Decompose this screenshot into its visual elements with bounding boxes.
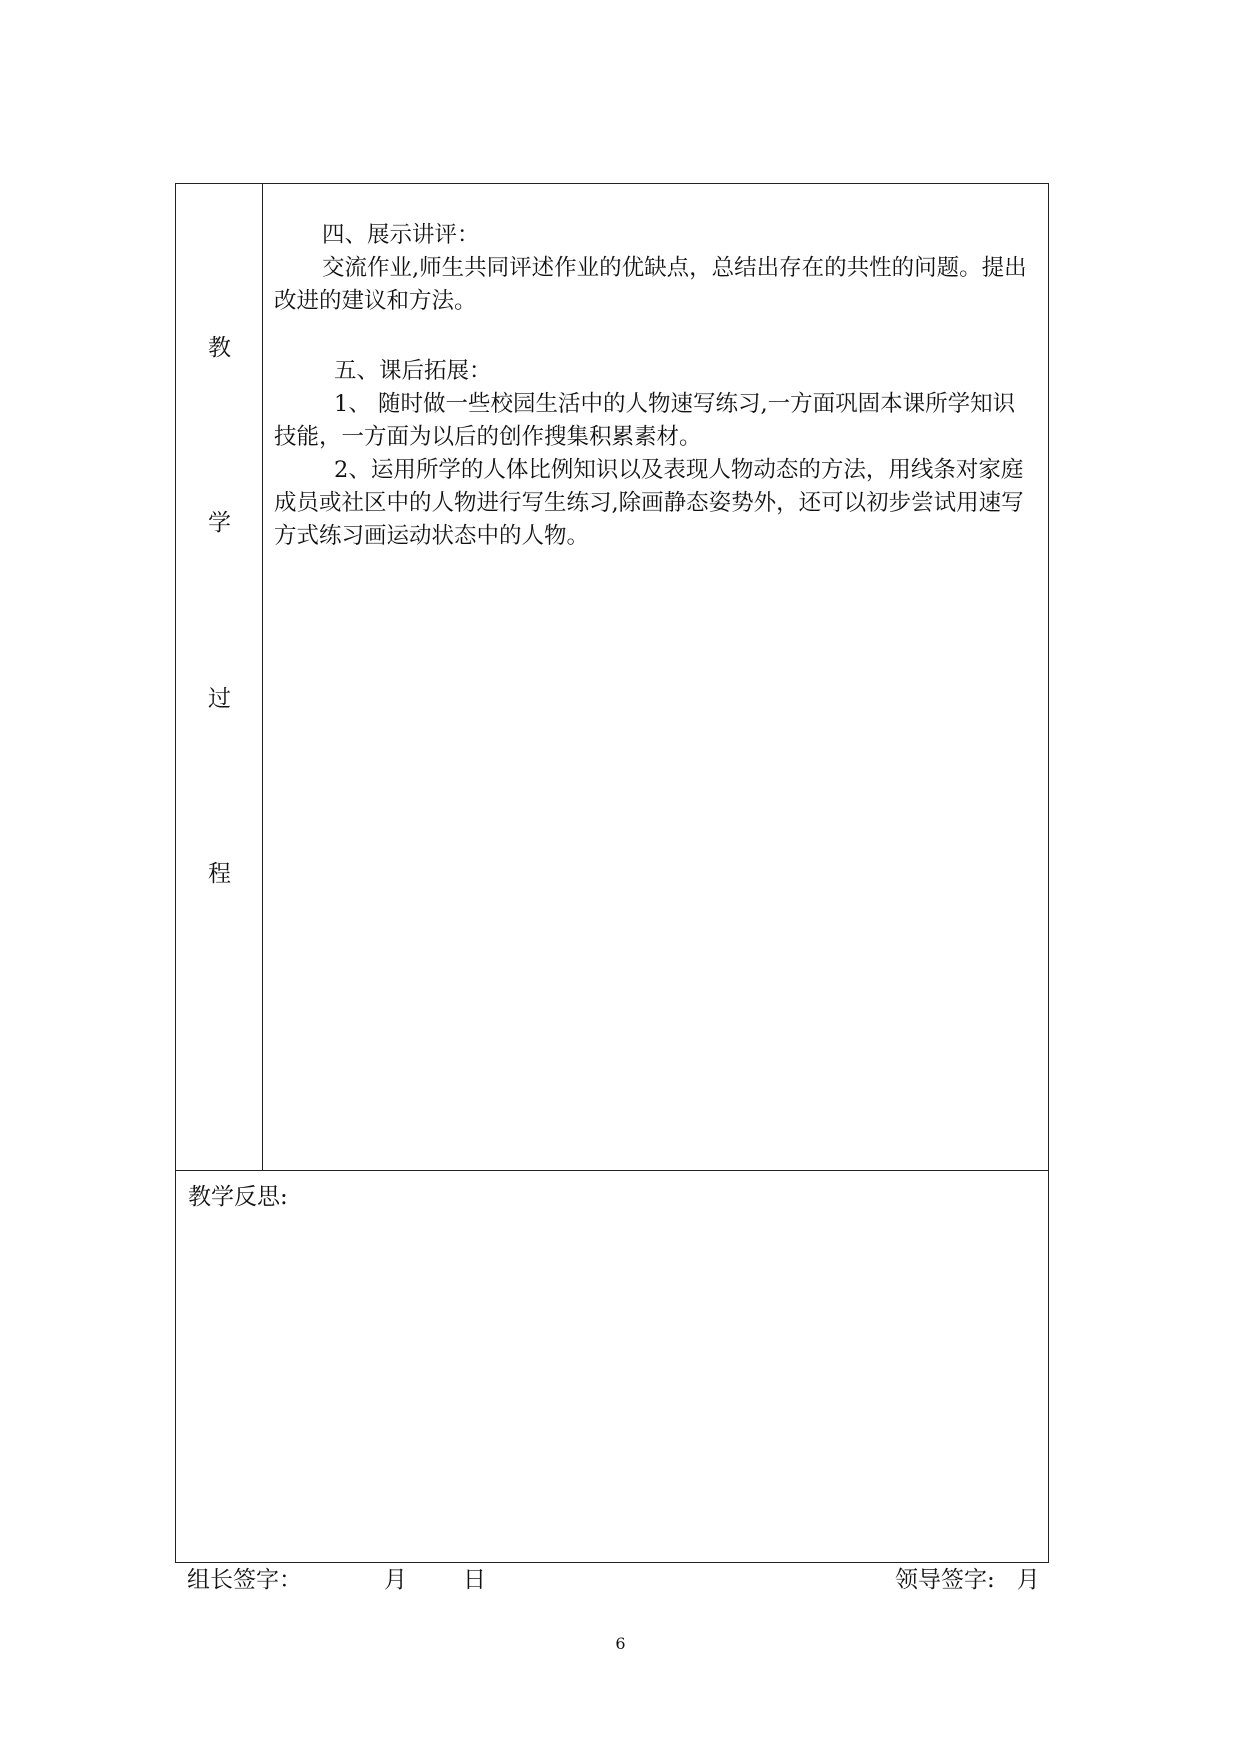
section-heading-extension: 五、课后拓展： (334, 358, 492, 384)
group-leader-sign-label: 组长签字： (187, 1567, 302, 1593)
side-label-char-3: 过 (208, 686, 231, 712)
footer-group-leader (187, 1565, 486, 1595)
teaching-process-label-column (176, 184, 263, 1170)
side-label-char-1: 教 (208, 335, 231, 361)
leader-month-label: 月 (1016, 1567, 1040, 1593)
section-heading-review: 四、展示讲评： (322, 222, 480, 248)
day-label: 日 (463, 1567, 486, 1593)
paragraph-extension-item-2: 2、运用所学的人体比例知识以及表现人物动态的方法，用线条对家庭成员或社区中的人物进行写生练习,除画静态姿势外，还可以初步尝试用速写方式练习画运动状态中的人物。 (274, 457, 1024, 549)
paragraph-review-body: 交流作业,师生共同评述作业的优缺点，总结出存在的共性的问题。提出改进的建议和方法。 (274, 255, 1027, 314)
page-number: 6 (615, 1634, 626, 1653)
teaching-process-content (274, 219, 1034, 553)
month-label: 月 (384, 1567, 407, 1593)
blank-line (274, 318, 1034, 351)
paragraph-extension-item-1: 1、 随时做一些校园生活中的人物速写练习,一方面巩固本课所学知识技能，一方面为以后的创作搜集积累素材。 (274, 391, 1016, 450)
teaching-reflection-label: 教学反思: (188, 1184, 288, 1210)
leader-sign-label: 领导签字: (895, 1567, 995, 1593)
side-label-char-2: 学 (208, 510, 231, 536)
section-divider (176, 1170, 1048, 1171)
lesson-plan-table (175, 183, 1049, 1563)
side-label-char-4: 程 (208, 861, 231, 887)
footer-leader (895, 1565, 1040, 1595)
